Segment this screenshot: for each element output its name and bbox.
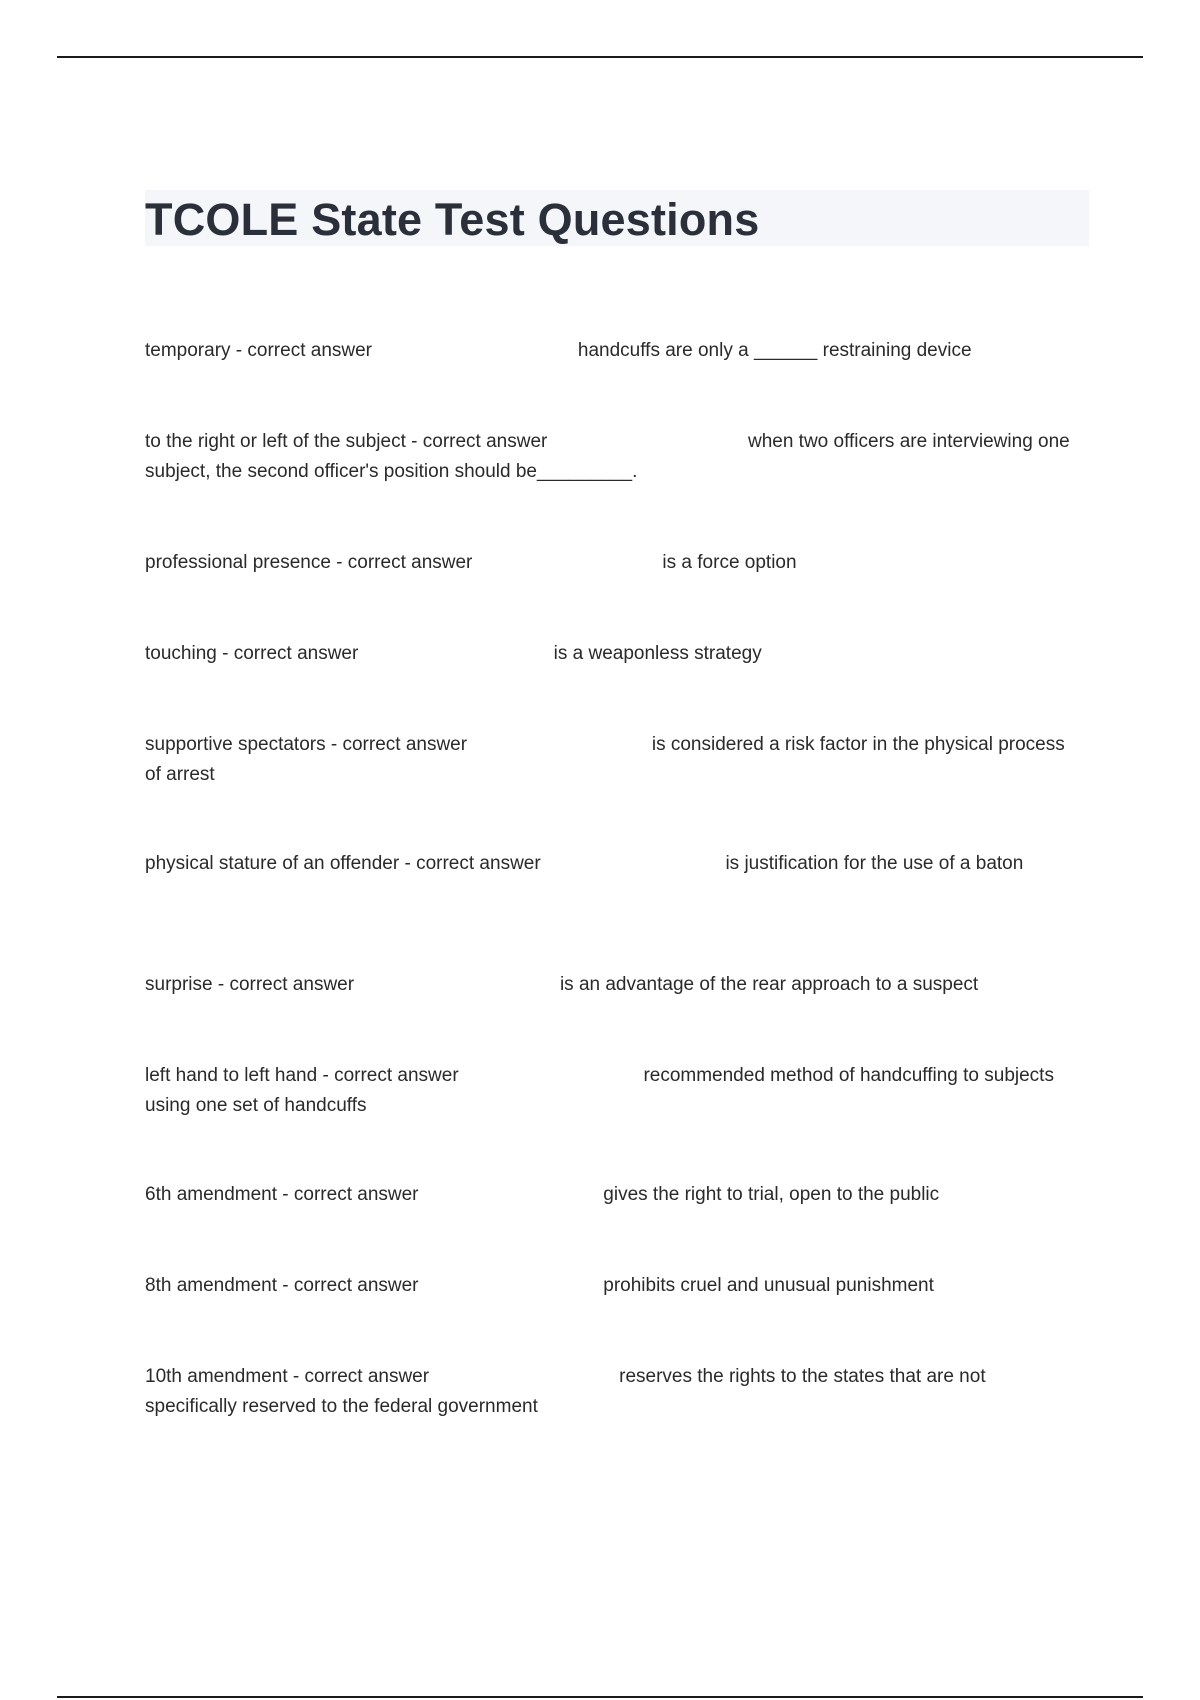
- answer-text: 10th amendment - correct answer: [145, 1366, 430, 1387]
- spacer: [358, 643, 553, 664]
- qa-entry: [145, 1180, 1075, 1210]
- qa-entry: [145, 548, 1075, 578]
- page-title: TCOLE State Test Questions: [145, 194, 760, 245]
- qa-entry: [145, 970, 1075, 1000]
- qa-entry: [145, 1362, 1075, 1422]
- spacer: [459, 1065, 644, 1086]
- bottom-rule: [57, 1696, 1143, 1698]
- question-text: recommended method of handcuffing to subjects using one set of handcuffs: [145, 1065, 1060, 1116]
- answer-text: touching - correct answer: [145, 643, 359, 664]
- spacer: [541, 853, 726, 874]
- qa-entry: [145, 336, 1075, 366]
- spacer: [429, 1366, 619, 1387]
- answer-text: physical stature of an offender - correct answer: [145, 853, 541, 874]
- answer-text: 6th amendment - correct answer: [145, 1184, 419, 1205]
- spacer: [467, 734, 652, 755]
- spacer: [419, 1184, 604, 1205]
- answer-text: 8th amendment - correct answer: [145, 1275, 419, 1296]
- question-text: is a force option: [662, 552, 797, 573]
- spacer: [547, 431, 748, 452]
- question-text: handcuffs are only a ______ restraining device: [577, 340, 972, 361]
- question-text: gives the right to trial, open to the public: [603, 1184, 940, 1205]
- question-text: reserves the rights to the states that are not specifically reserved to the federal government: [145, 1366, 991, 1417]
- answer-text: surprise - correct answer: [145, 974, 355, 995]
- answer-text: supportive spectators - correct answer: [145, 734, 468, 755]
- answer-text: professional presence - correct answer: [145, 552, 473, 573]
- title-banner: [145, 190, 1089, 246]
- top-rule: [57, 56, 1143, 58]
- spacer: [472, 552, 662, 573]
- question-text: prohibits cruel and unusual punishment: [603, 1275, 934, 1296]
- qa-entry: [145, 1271, 1075, 1301]
- question-text: is a weaponless strategy: [553, 643, 762, 664]
- answer-text: temporary - correct answer: [145, 340, 373, 361]
- question-text: is an advantage of the rear approach to a suspect: [559, 974, 979, 995]
- answer-text: to the right or left of the subject - correct answer: [145, 431, 548, 452]
- spacer: [372, 340, 578, 361]
- qa-entry: [145, 730, 1075, 790]
- spacer: [354, 974, 560, 995]
- question-text: is considered a risk factor in the physical process of arrest: [145, 734, 1071, 785]
- question-text: is justification for the use of a baton: [725, 853, 1024, 874]
- qa-entry: [145, 639, 1075, 669]
- qa-entry: [145, 849, 1075, 879]
- spacer: [419, 1275, 604, 1296]
- qa-entry: [145, 427, 1075, 487]
- question-text: when two officers are interviewing one subject, the second officer's position should be_________.: [145, 431, 1076, 482]
- answer-text: left hand to left hand - correct answer: [145, 1065, 459, 1086]
- qa-entry: [145, 1061, 1075, 1121]
